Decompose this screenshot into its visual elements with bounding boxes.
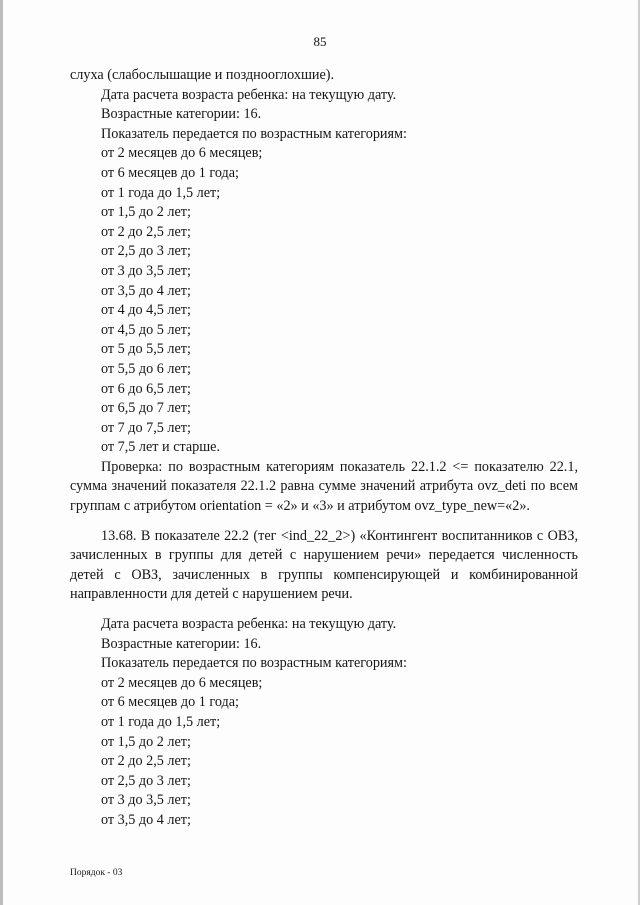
age-item: от 6 месяцев до 1 года; <box>101 164 239 181</box>
age-item: от 2 до 2,5 лет; <box>101 753 191 770</box>
categories-line: Возрастные категории: 16. <box>101 106 262 123</box>
age-item: от 5 до 5,5 лет; <box>101 341 191 358</box>
age-item: от 1 года до 1,5 лет; <box>101 184 221 201</box>
age-item: от 1,5 до 2 лет; <box>101 733 191 750</box>
age-item: от 4 до 4,5 лет; <box>101 302 191 319</box>
scan-edge-left <box>0 0 3 905</box>
age-item: от 3 до 3,5 лет; <box>101 262 191 279</box>
age-item: от 7 до 7,5 лет; <box>101 419 191 436</box>
age-item: от 6 месяцев до 1 года; <box>101 694 239 711</box>
categories-line: Возрастные категории: 16. <box>101 635 262 652</box>
age-block-2 <box>70 615 578 831</box>
age-item: от 2 месяцев до 6 месяцев; <box>101 674 263 691</box>
document-body <box>70 66 578 831</box>
check-paragraph: Проверка: по возрастным категориям показатель 22.1.2 <= показателю 22.1, сумма значений показателя 22.1.2 равна сумме значений атрибута ovz_deti по всем группам с атрибутом orientation = «2» и «3» и атрибутом ovz_type_new=«2». <box>70 458 578 515</box>
age-item: от 5,5 до 6 лет; <box>101 360 191 377</box>
age-item: от 4,5 до 5 лет; <box>101 321 191 338</box>
date-line: Дата расчета возраста ребенка: на текущую дату. <box>101 86 397 103</box>
intro-line: Показатель передается по возрастным категориям: <box>101 125 407 142</box>
continuation-line: слуха (слабослышащие и позднооглохшие). <box>70 67 335 83</box>
age-item: от 3,5 до 4 лет; <box>101 811 191 828</box>
age-item: от 6 до 6,5 лет; <box>101 380 191 397</box>
paragraph-gap <box>70 517 578 527</box>
age-item: от 2,5 до 3 лет; <box>101 243 191 260</box>
age-item: от 6,5 до 7 лет; <box>101 400 191 417</box>
date-line: Дата расчета возраста ребенка: на текущую дату. <box>101 616 397 633</box>
intro-line: Показатель передается по возрастным категориям: <box>101 655 407 672</box>
age-item: от 1 года до 1,5 лет; <box>101 714 221 730</box>
page-number: 85 <box>313 34 327 49</box>
page-footer: Порядок - 03 <box>70 868 123 878</box>
age-item: от 3 до 3,5 лет; <box>101 792 191 809</box>
age-item: от 7,5 лет и старше. <box>101 439 221 456</box>
paragraph-gap <box>70 605 578 615</box>
age-block-1 <box>70 86 578 517</box>
section-paragraph: 13.68. В показателе 22.2 (тег <ind_22_2>) «Контингент воспитанников с ОВЗ, зачисленных в группы для детей с нарушением речи» передается численность детей с ОВЗ, зачисленных в группы компенсирующей и комбинированной направленности для детей с нарушением речи. <box>70 527 578 603</box>
age-item: от 2 до 2,5 лет; <box>101 223 191 240</box>
age-item: от 3,5 до 4 лет; <box>101 282 191 299</box>
age-item: от 1,5 до 2 лет; <box>101 204 191 221</box>
age-item: от 2 месяцев до 6 месяцев; <box>101 145 263 162</box>
age-item: от 2,5 до 3 лет; <box>101 772 191 789</box>
